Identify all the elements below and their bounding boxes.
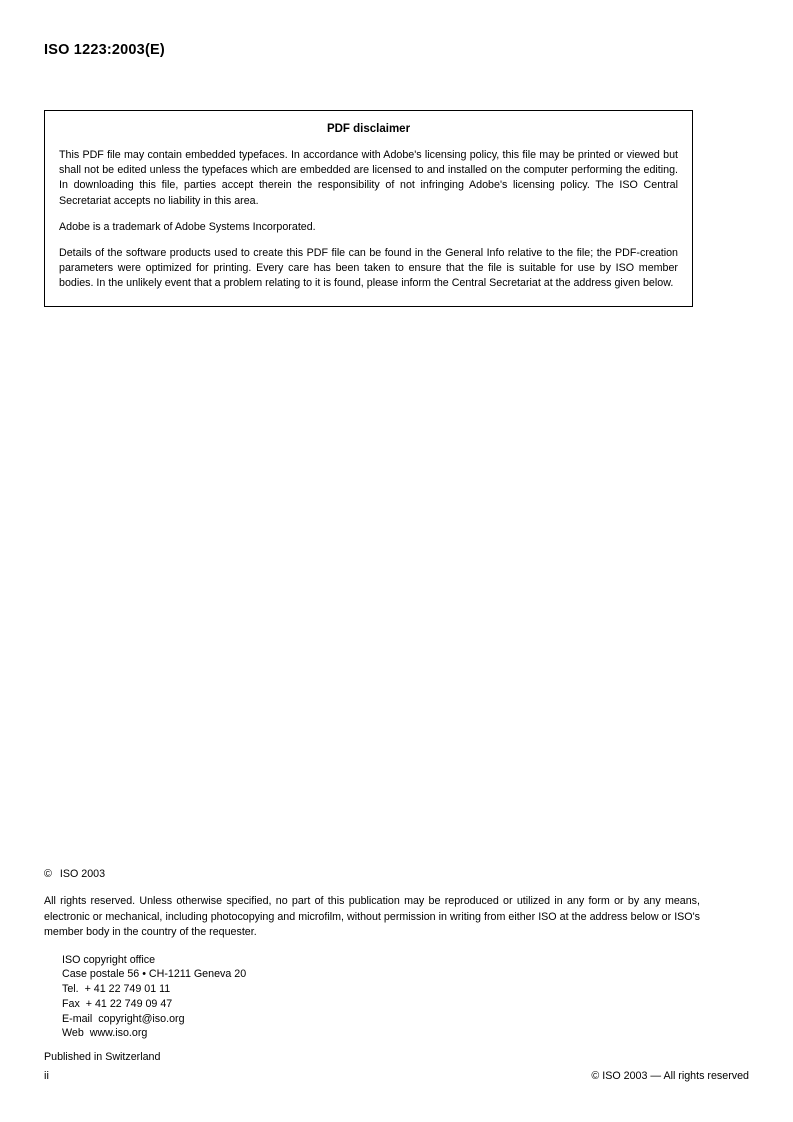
pdf-disclaimer-box (44, 110, 693, 307)
page-footer (44, 1070, 749, 1082)
pdf-disclaimer-paragraph: Adobe is a trademark of Adobe Systems Incorporated. (59, 220, 316, 233)
published-in-text: Published in Switzerland (44, 1051, 161, 1064)
copyright-notice (44, 868, 700, 880)
pdf-disclaimer-paragraph: Details of the software products used to create this PDF file can be found in the General Info relative to the file; the PDF-creation parameters were optimized for printing. Every care has been taken to ensure that the file is suitable for use by ISO member bodies. In the unlikely event that a problem relating to it is found, please inform the Central Secretariat at the address given below. (59, 246, 678, 290)
footer-rights-note: © ISO 2003 — All rights reserved (591, 1070, 749, 1082)
pdf-disclaimer-title: PDF disclaimer (326, 123, 411, 135)
copyright-year: ISO 2003 (59, 868, 106, 880)
page-header-standard-number: ISO 1223:2003(E) (44, 42, 165, 58)
address-line-email: E-mail copyright@iso.org (62, 1012, 185, 1025)
address-line: Tel. + 41 22 749 01 11 (62, 983, 171, 996)
iso-copyright-office-address (62, 953, 700, 1042)
copyright-symbol: © (44, 868, 52, 880)
address-line: Fax + 41 22 749 09 47 (62, 997, 173, 1010)
page-number: ii (44, 1070, 49, 1082)
address-line: ISO copyright office (62, 953, 156, 966)
copyright-block (44, 868, 700, 1063)
address-line: Case postale 56 • CH-1211 Geneva 20 (62, 968, 247, 981)
all-rights-reserved-text: All rights reserved. Unless otherwise specified, no part of this publication may be reproduced or utilized in any form or by any means, electronic or mechanical, including photocopying and microfilm, without permission in writing from either ISO at the address below or ISO's member body in the country of the requester. (44, 895, 700, 939)
pdf-disclaimer-paragraph: This PDF file may contain embedded typefaces. In accordance with Adobe's licensing policy, this file may be printed or viewed but shall not be edited unless the typefaces which are embedded are licensed to and installed on the computer performing the editing. In downloading this file, parties accept therein the responsibility of not infringing Adobe's licensing policy. The ISO Central Secretariat accepts no liability in this area. (59, 149, 678, 207)
address-line-web: Web www.iso.org (62, 1027, 148, 1040)
